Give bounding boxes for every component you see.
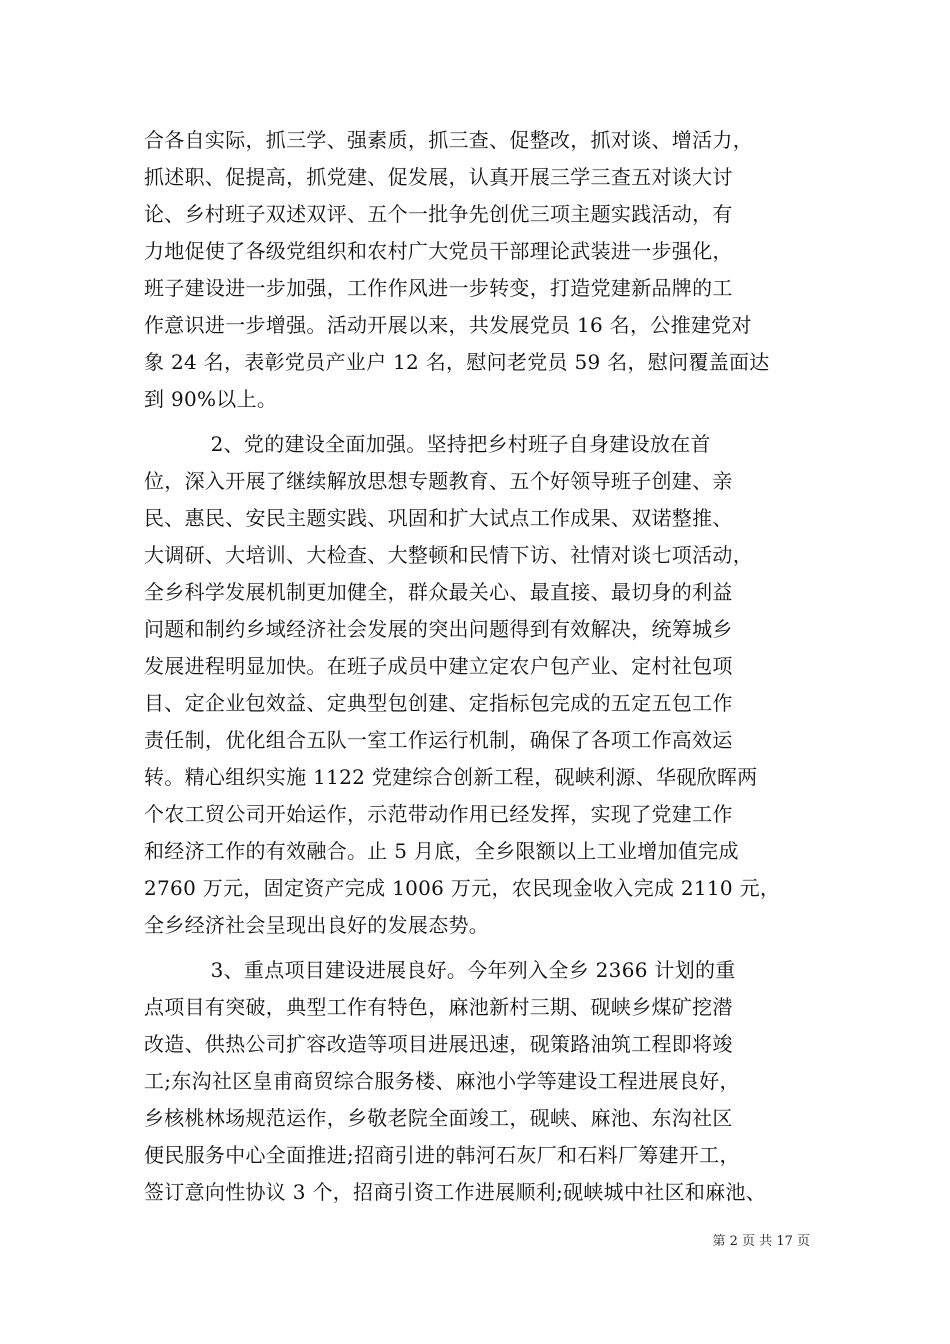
text-line: 民、惠民、安民主题实践、巩固和扩大试点工作成果、双诺整推、 (144, 506, 733, 530)
text-line: 全乡科学发展机制更加健全，群众最关心、最直接、最切身的利益 (144, 580, 733, 604)
text-line: 力地促使了各级党组织和农村广大党员干部理论武装进一步强化， (144, 239, 733, 263)
text-line: 位，深入开展了继续解放思想专题教育、五个好领导班子创建、亲 (144, 469, 733, 493)
text-line: 目、定企业包效益、定典型包创建、定指标包完成的五定五包工作 (144, 691, 733, 715)
text-line: 发展进程明显加快。在班子成员中建立定农户包产业、定村社包项 (144, 654, 733, 678)
text-line: 班子建设进一步加强，工作作风进一步转变，打造党建新品牌的工 (144, 276, 733, 300)
text-line: 论、乡村班子双述双评、五个一批争先创优三项主题实践活动，有 (144, 202, 733, 226)
text-line: 合各自实际，抓三学、强素质，抓三查、促整改，抓对谈、增活力， (144, 128, 753, 152)
paragraph-heading-3: 3、重点项目建设进展良好。今年列入全乡 2366 计划的重 (144, 958, 736, 982)
text-line: 全乡经济社会呈现出良好的发展态势。 (144, 913, 490, 937)
text-line: 点项目有突破，典型工作有特色，麻池新村三期、砚峡乡煤矿挖潜 (144, 995, 733, 1019)
text-line: 作意识进一步增强。活动开展以来，共发展党员 16 名，公推建党对 (144, 313, 752, 337)
text-line: 转。精心组织实施 1122 党建综合创新工程，砚峡利源、华砚欣晖两 (144, 765, 758, 789)
text-line: 大调研、大培训、大检查、大整顿和民情下访、社情对谈七项活动， (144, 543, 753, 567)
page-number-footer: 第 2 页 共 17 页 (712, 1234, 810, 1249)
text-line: 便民服务中心全面推进;招商引进的韩河石灰厂和石料厂筹建开工， (144, 1143, 740, 1167)
text-line: 到 90%以上。 (144, 387, 278, 411)
text-line: 工;东沟社区皇甫商贸综合服务楼、麻池小学等建设工程进展良好， (144, 1069, 740, 1093)
body-text (144, 122, 812, 1211)
text-line: 象 24 名，表彰党员产业户 12 名，慰问老党员 59 名，慰问覆盖面达 (144, 350, 770, 374)
text-line: 抓述职、促提高，抓党建、促发展，认真开展三学三查五对谈大讨 (144, 165, 733, 189)
text-line: 和经济工作的有效融合。止 5 月底，全乡限额以上工业增加值完成 (144, 839, 739, 863)
text-line: 个农工贸公司开始运作，示范带动作用已经发挥，实现了党建工作 (144, 802, 733, 826)
text-line: 2760 万元，固定资产完成 1006 万元，农民现金收入完成 2110 元， (144, 876, 781, 900)
text-line: 签订意向性协议 3 个，招商引资工作进展顺利;砚峡城中社区和麻池、 (144, 1180, 767, 1204)
paragraph-heading-2: 2、党的建设全面加强。坚持把乡村班子自身建设放在首 (144, 432, 711, 456)
text-line: 改造、供热公司扩容改造等项目进展迅速，砚策路油筑工程即将竣 (144, 1032, 733, 1056)
text-line: 乡核桃林场规范运作，乡敬老院全面竣工，砚峡、麻池、东沟社区 (144, 1106, 733, 1130)
text-line: 责任制，优化组合五队一室工作运行机制，确保了各项工作高效运 (144, 728, 733, 752)
text-line: 问题和制约乡域经济社会发展的突出问题得到有效解决，统筹城乡 (144, 617, 733, 641)
